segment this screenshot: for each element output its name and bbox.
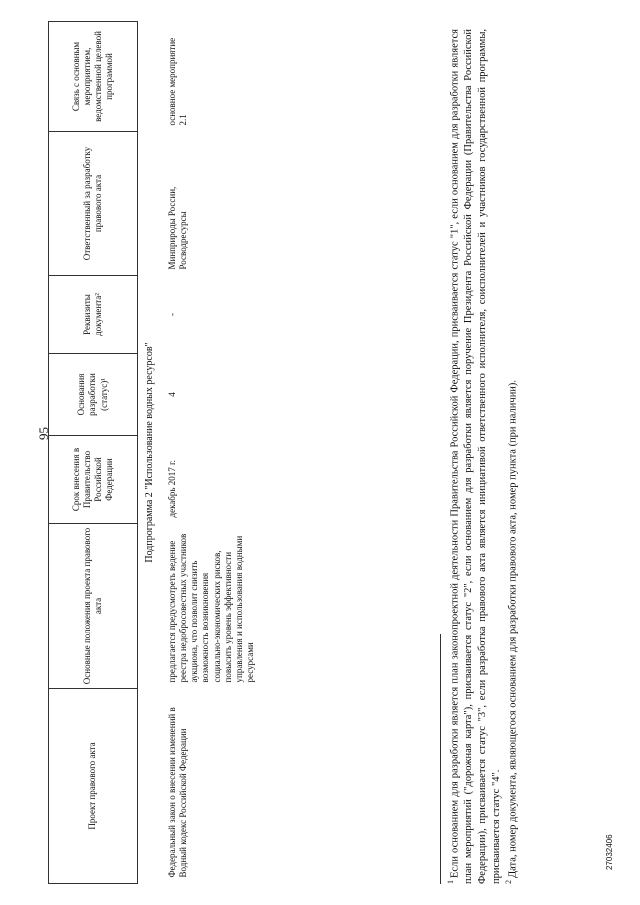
header-project: Проект правового акта	[49, 689, 138, 884]
footnote-2-text: Дата, номер документа, являющегося основанием для разработки правового акта, номер пункта (при наличии).	[507, 379, 519, 878]
footnote-divider	[440, 634, 441, 884]
footnote-1-number: 1	[446, 880, 455, 884]
header-link: Связь с основным мероприятием, ведомственной целевой программой	[49, 22, 138, 132]
rotated-sheet	[28, 22, 603, 892]
cell-status: 4	[166, 392, 177, 397]
table-row	[165, 22, 261, 884]
header-provisions: Основные положения проекта правового акта	[49, 524, 138, 689]
document-code: 27032406	[605, 834, 614, 870]
subprogram-title: Подпрограмма 2 "Использование водных ресурсов"	[144, 342, 155, 563]
table-header-row	[49, 22, 138, 884]
cell-provisions: предлагается предусмотреть ведение реестра недобросовестных участников аукциона, что позволит снизить возможность возникновения социально-экономических рисков, повысить уровень эффективности управления и использования водными ресурсами	[166, 533, 256, 683]
page-number: 95	[36, 427, 51, 440]
cell-project: Федеральный закон о внесении изменений в Водный кодекс Российской Федерации	[166, 707, 188, 878]
header-status: Основания разработки (статус)¹	[49, 354, 138, 436]
footnote-1	[446, 29, 504, 884]
footnote-1-text: Если основанием для разработки является план законопроектной деятельности Правительства Российской Федерации, присваивается статус "1", если основанием для разработки является план мероприятий ("дорожная карта"), присваивается статус "2", если основанием для разработки является поручение Президента Российской Федерации (Правительства Российской Федерации), присваивается статус "3", если разработка правового акта является инициативой ответственного исполнителя, соисполнителей и участников государственной программы, присваивается статус "4".	[449, 29, 503, 884]
footnote-2-number: 2	[503, 880, 513, 884]
header-responsible: Ответственный за разработку правового акта	[49, 132, 138, 276]
header-requisites: Реквизиты документа²	[49, 276, 138, 354]
legal-acts-table	[48, 21, 261, 884]
cell-responsible: Минприроды России, Росводресурсы	[166, 186, 188, 270]
cell-requisites: -	[166, 313, 177, 316]
footnotes	[446, 29, 520, 884]
header-deadline: Срок внесения в Правительство Российской Федерации	[49, 436, 138, 524]
footnote-2	[504, 29, 520, 884]
subprogram-row	[138, 22, 165, 884]
cell-deadline: декабрь 2017 г.	[166, 460, 177, 518]
cell-link: основное мероприятие 2.1	[166, 37, 188, 126]
